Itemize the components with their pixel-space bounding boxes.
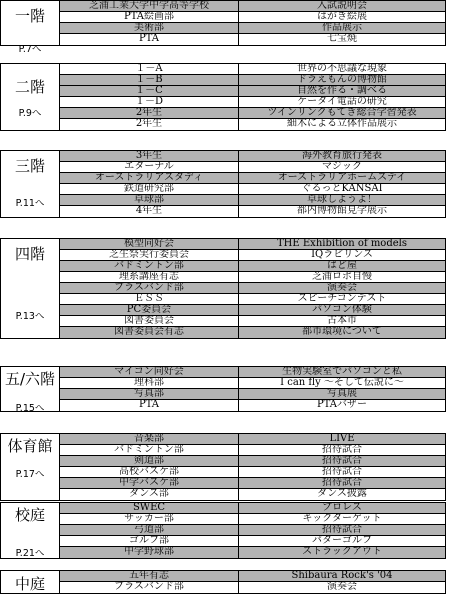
event-row <box>60 97 445 108</box>
event-cell: PTAバザー <box>316 400 368 410</box>
event-row <box>60 547 445 558</box>
event-row <box>60 195 445 206</box>
organizer-cell: 2年生 <box>60 119 239 130</box>
event-row <box>60 283 445 294</box>
event-row <box>60 34 445 45</box>
organizer-cell: サッカー部 <box>60 514 239 524</box>
event-cell: 招待試合 <box>322 525 362 535</box>
event-cell: 演奏会 <box>327 582 357 592</box>
organizer-cell: 図書委員会有志 <box>60 327 239 338</box>
floor-name: 一階 <box>14 7 45 25</box>
event-row <box>60 571 445 582</box>
event-cell: ツインリンクもてぎ総合学習発表 <box>267 108 417 118</box>
organizer-cell: バドミントン部 <box>60 261 239 271</box>
organizer-cell: ダンス部 <box>60 489 239 500</box>
event-cell: オーストラリアホームステイ <box>277 173 407 183</box>
event-row <box>60 119 445 130</box>
event-row <box>60 389 445 400</box>
event-cell: 海外教育旅行発表 <box>302 151 382 161</box>
event-cell: ドラえもんの博物館 <box>297 75 387 85</box>
floor-section <box>0 150 446 218</box>
event-row <box>60 108 445 119</box>
floor-name: 校庭 <box>14 506 45 524</box>
event-cell: 招待試合 <box>322 445 362 455</box>
floor-label-cell <box>1 1 60 55</box>
event-row <box>60 206 445 217</box>
page-reference: P.15へ <box>15 403 45 414</box>
event-row <box>60 367 445 378</box>
event-cell: プロレス <box>322 503 362 513</box>
organizer-cell: 模型同好会 <box>60 239 239 249</box>
event-cell: ダンス披露 <box>317 489 367 499</box>
organizer-cell: バドミントン部 <box>60 445 239 455</box>
event-row <box>60 272 445 283</box>
floor-section <box>0 238 446 339</box>
organizer-cell: １－A <box>60 64 239 74</box>
organizer-cell: PTA <box>60 34 239 45</box>
event-rows <box>60 64 445 130</box>
organizer-cell: 中学バスケ部 <box>60 478 239 488</box>
floor-section <box>0 366 446 412</box>
event-rows <box>60 571 445 593</box>
event-cell: 作品展示 <box>322 23 362 33</box>
organizer-cell: 鉄道研究部 <box>60 184 239 194</box>
event-cell: 招待試合 <box>322 456 362 466</box>
event-row <box>60 456 445 467</box>
organizer-cell: SWEC <box>60 503 239 513</box>
event-cell: 芝浦ロボ自慢 <box>312 272 372 282</box>
event-row <box>60 1 445 12</box>
event-row <box>60 378 445 389</box>
event-row <box>60 503 445 514</box>
event-cell: I can fly ～そして伝説に～ <box>280 378 404 388</box>
event-cell: ストラックアウト <box>302 547 382 557</box>
floor-name: 四階 <box>14 245 45 263</box>
event-cell: 古本市 <box>327 316 357 326</box>
event-cell: パソコン体験 <box>312 305 372 315</box>
event-cell: 卓球しようよ！ <box>307 195 377 205</box>
floor-label-cell <box>1 434 60 500</box>
event-cell: ばど屋 <box>327 261 357 271</box>
floor-label-cell <box>1 239 60 338</box>
event-row <box>60 489 445 500</box>
organizer-cell: 剣道部 <box>60 456 239 466</box>
event-row <box>60 525 445 536</box>
organizer-cell: １－D <box>60 97 239 107</box>
floor-name: 三階 <box>14 157 45 175</box>
event-row <box>60 239 445 250</box>
organizer-cell: ブラスバンド部 <box>60 582 239 593</box>
page-reference: P.21へ <box>15 548 45 559</box>
event-cell: 入試説明会 <box>317 1 367 11</box>
organizer-cell: 4年生 <box>60 206 239 217</box>
event-row <box>60 64 445 75</box>
floor-section <box>0 433 446 501</box>
organizer-cell: 中学野球部 <box>60 547 239 558</box>
event-row <box>60 445 445 456</box>
organizer-cell: 芝浦工業大学中学高等学校 <box>60 1 239 11</box>
organizer-cell: ブラスバンド部 <box>60 283 239 293</box>
organizer-cell: １－B <box>60 75 239 85</box>
event-row <box>60 12 445 23</box>
event-rows <box>60 1 445 45</box>
event-cell: 招待試合 <box>322 467 362 477</box>
floor-name: 中庭 <box>14 575 45 593</box>
organizer-cell: 理系講座有志 <box>60 272 239 282</box>
organizer-cell: 美術部 <box>60 23 239 33</box>
organizer-cell: オーストラリアスタディ <box>60 173 239 183</box>
floor-name: 五/六階 <box>4 370 56 388</box>
event-row <box>60 434 445 445</box>
floor-name: 体育館 <box>7 437 53 455</box>
event-row <box>60 327 445 338</box>
event-cell: 自然を作る・調べる <box>297 86 387 96</box>
event-cell: マジック <box>322 162 362 172</box>
event-rows <box>60 503 445 558</box>
floor-section <box>0 63 446 131</box>
event-row <box>60 173 445 184</box>
event-cell: スピーチコンテスト <box>297 294 387 304</box>
event-cell: 七宝焼 <box>327 34 357 44</box>
event-cell: 演奏会 <box>327 283 357 293</box>
event-rows <box>60 434 445 500</box>
event-row <box>60 23 445 34</box>
event-row <box>60 261 445 272</box>
organizer-cell: PC委員会 <box>60 305 239 315</box>
event-row <box>60 75 445 86</box>
organizer-cell: マイコン同好会 <box>60 367 239 377</box>
page-reference: P.11へ <box>15 198 45 209</box>
event-cell: Shibaura Rock's '04 <box>291 571 393 581</box>
organizer-cell: 芝生祭実行委員会 <box>60 250 239 260</box>
organizer-cell: 高校バスケ部 <box>60 467 239 477</box>
organizer-cell: 卓球部 <box>60 195 239 205</box>
event-row <box>60 250 445 261</box>
organizer-cell: エターナル <box>60 162 239 172</box>
floor-label-cell <box>1 571 60 593</box>
event-cell: キックターゲット <box>302 514 382 524</box>
floor-name: 二階 <box>14 78 45 96</box>
event-row <box>60 294 445 305</box>
page-reference: P.13へ <box>15 311 45 322</box>
organizer-cell: PTA絵画部 <box>60 12 239 22</box>
event-cell: 写真展 <box>327 389 357 399</box>
floor-label-cell <box>1 367 60 414</box>
page-reference: P.9へ <box>18 108 42 119</box>
organizer-cell: 理科部 <box>60 378 239 388</box>
event-cell: 細木による立体作品展示 <box>287 119 397 129</box>
organizer-cell: 弓道部 <box>60 525 239 535</box>
floor-label-cell <box>1 503 60 558</box>
floor-label-cell <box>1 64 60 130</box>
event-cell: THE Exhibition of models <box>277 239 407 249</box>
floor-section <box>0 502 446 559</box>
event-rows <box>60 367 445 411</box>
event-cell: パターゴルフ <box>312 536 372 546</box>
floor-section <box>0 570 446 594</box>
event-row <box>60 400 445 411</box>
organizer-cell: 音楽部 <box>60 434 239 444</box>
page-reference: P.17へ <box>15 469 45 480</box>
organizer-cell: ゴルフ部 <box>60 536 239 546</box>
event-row <box>60 536 445 547</box>
event-row <box>60 162 445 173</box>
event-row <box>60 151 445 162</box>
event-row <box>60 184 445 195</box>
organizer-cell: ＥＳＳ <box>60 294 239 304</box>
event-cell: はがき絵展 <box>317 12 367 22</box>
event-row <box>60 478 445 489</box>
event-cell: ぐるっとKANSAI <box>301 184 383 194</box>
organizer-cell: １－C <box>60 86 239 96</box>
page-reference: P.7へ <box>18 44 42 55</box>
event-cell: 生物実験室でパソコンと私 <box>282 367 402 377</box>
event-rows <box>60 239 445 338</box>
event-row <box>60 316 445 327</box>
organizer-cell: PTA <box>60 400 239 411</box>
organizer-cell: 3年生 <box>60 151 239 161</box>
floor-label-cell <box>1 151 60 217</box>
event-cell: 都市環境について <box>302 327 382 337</box>
event-cell: 世界の不思議な現象 <box>297 64 387 74</box>
event-row <box>60 467 445 478</box>
event-rows <box>60 151 445 217</box>
event-cell: ケータイ電話の研究 <box>297 97 387 107</box>
event-row <box>60 514 445 525</box>
event-cell: IQラビリンス <box>311 250 373 260</box>
organizer-cell: 図書委員会 <box>60 316 239 326</box>
floor-section <box>0 0 446 55</box>
event-cell: 都内博物館見学展示 <box>297 206 387 216</box>
event-row <box>60 305 445 316</box>
event-row <box>60 582 445 593</box>
event-cell: LIVE <box>329 434 355 444</box>
organizer-cell: 2年生 <box>60 108 239 118</box>
event-row <box>60 86 445 97</box>
organizer-cell: 五年有志 <box>60 571 239 581</box>
event-cell: 招待試合 <box>322 478 362 488</box>
organizer-cell: 写真部 <box>60 389 239 399</box>
